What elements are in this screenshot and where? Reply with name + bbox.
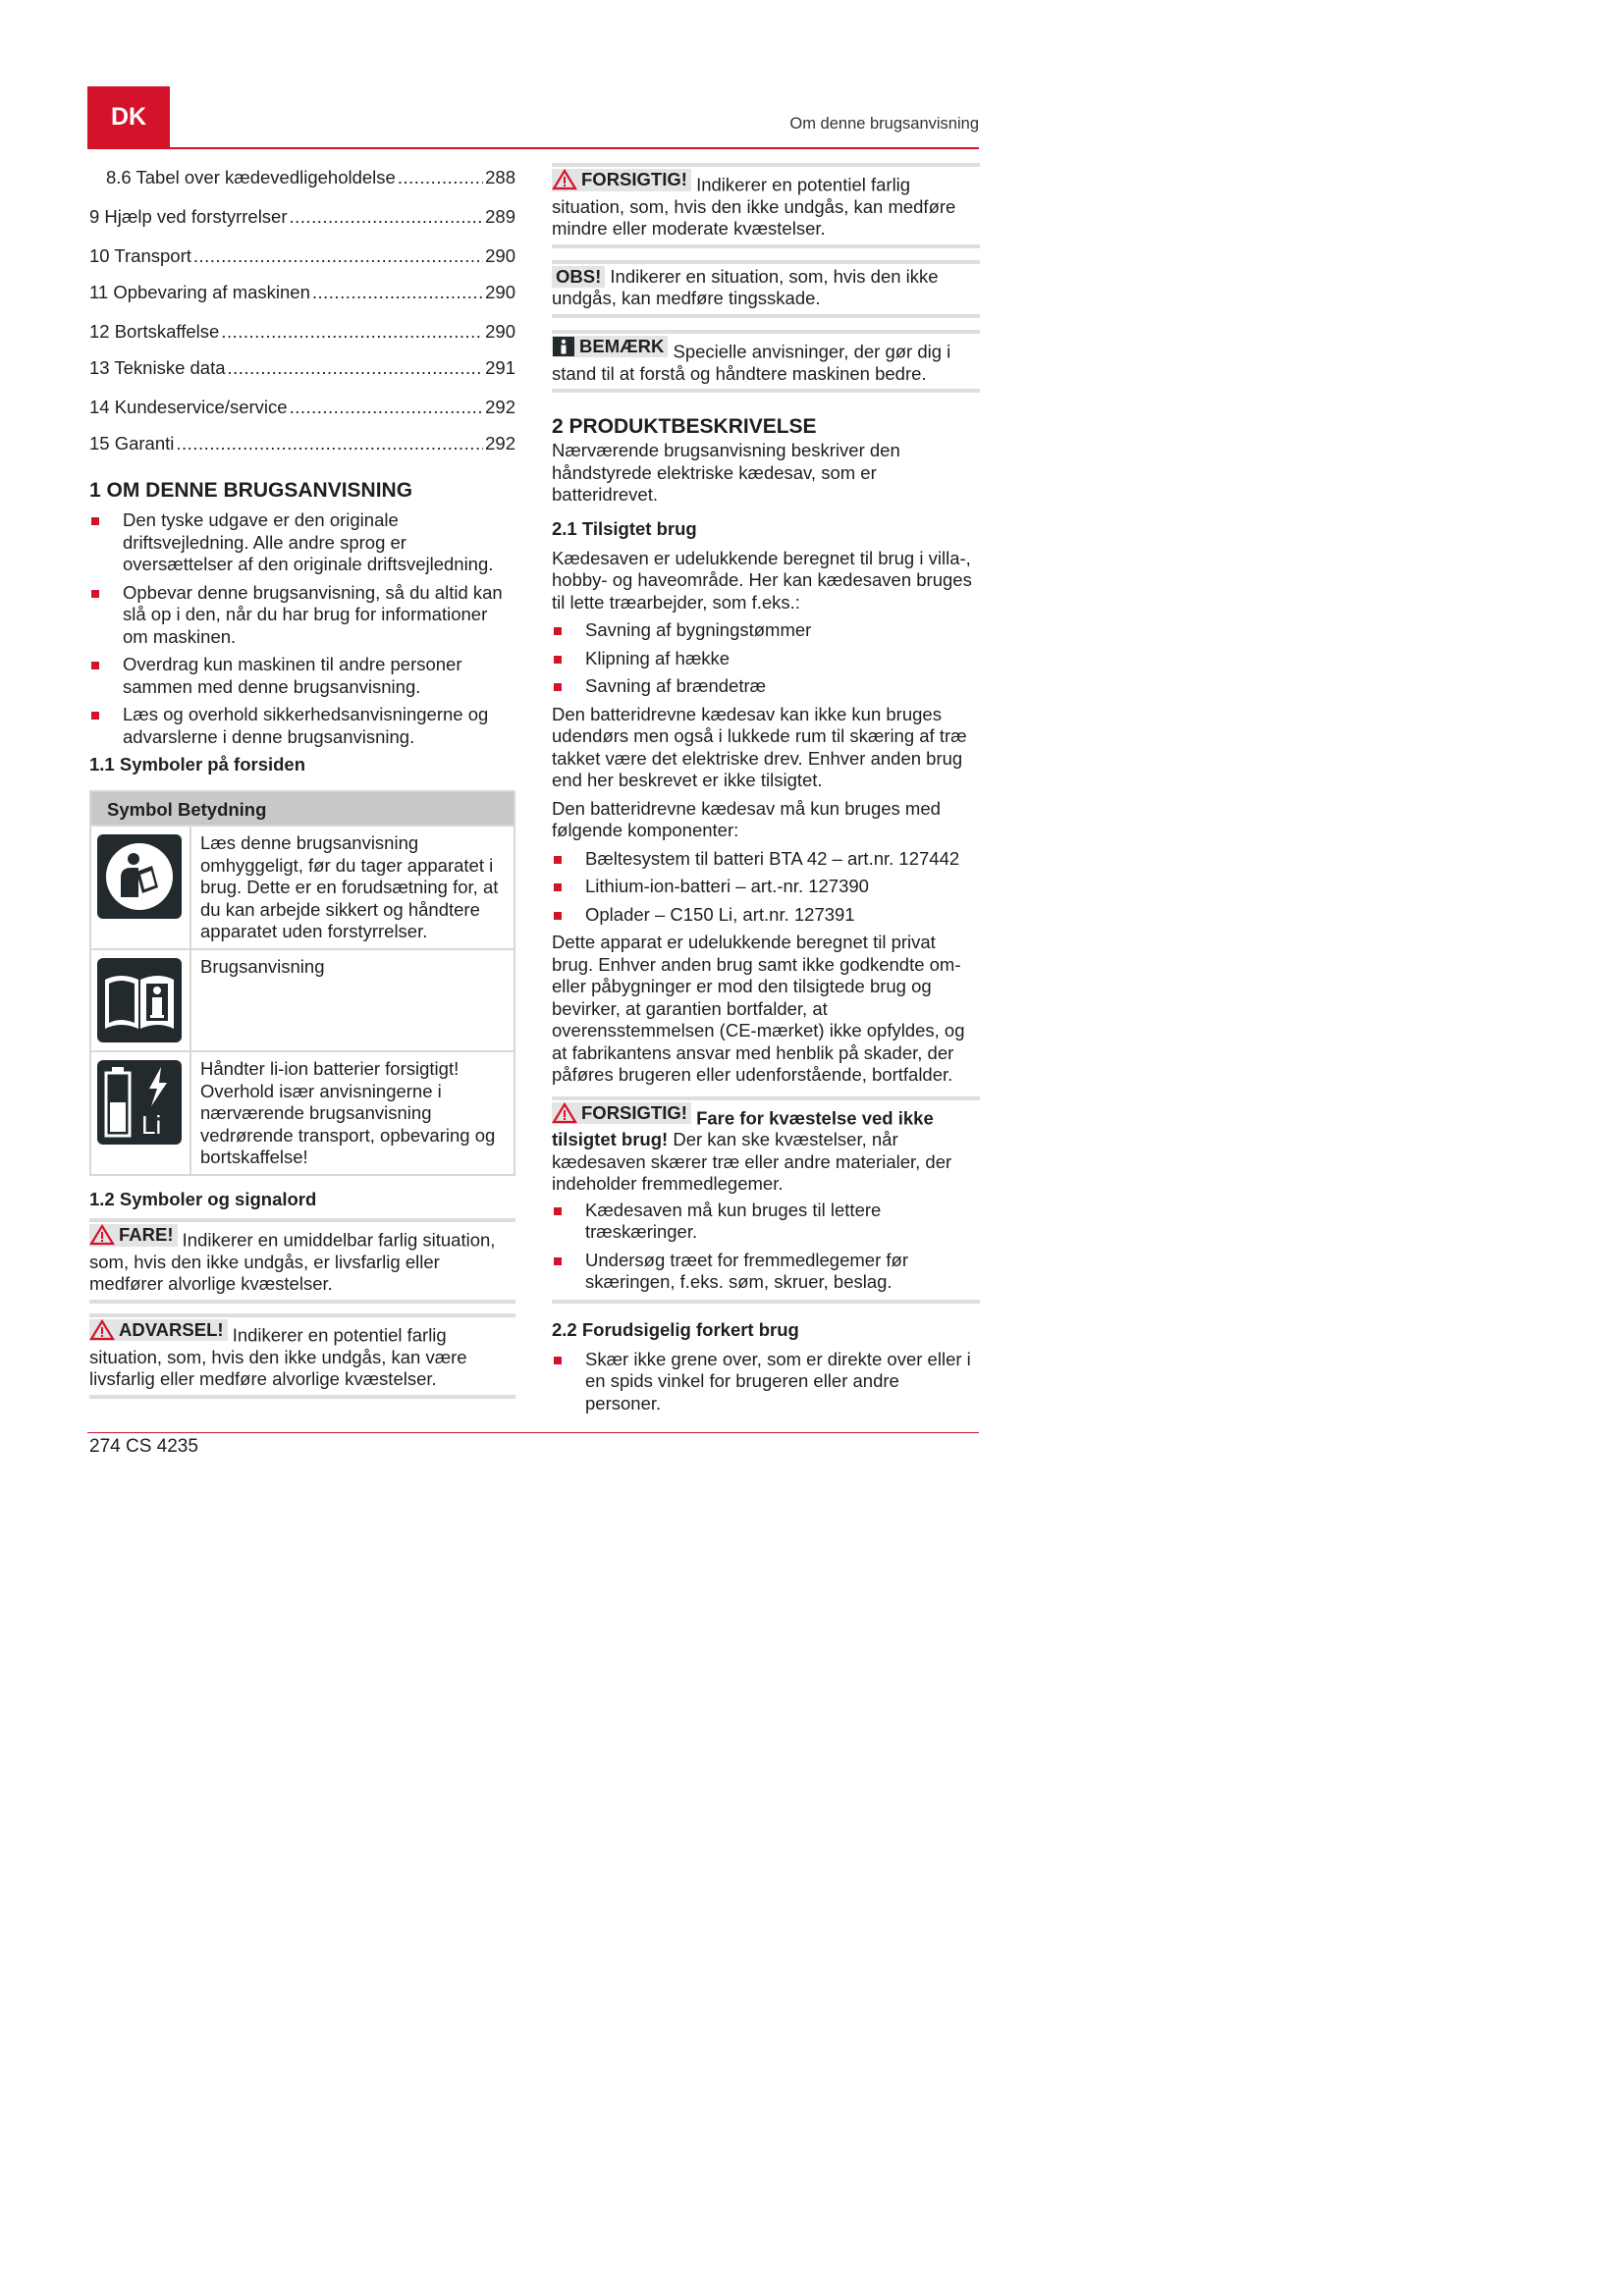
table-of-contents bbox=[89, 167, 515, 454]
paragraph: Dette apparat er udelukkende beregnet til privat brug. Enhver anden brug samt ikke godkendte om- eller påbygninger er mod den tilsigtede brug og bevirker, at garantien bortfalder, at overensstemmelsen (CE-mærket) ikke opfyldes, og at fabrikantens ansvar med henblik på skader, der påføres brugeren eller udenforstående, bortfalder. bbox=[552, 932, 965, 1085]
table-cell: Læs denne brugsanvisning omhyggeligt, før du tager apparatet i brug. Dette er en forudsætning for, at du kan arbejde sikkert og håndtere apparatet uden forstyrrelser. bbox=[190, 826, 514, 949]
caution-note-rules bbox=[552, 1196, 980, 1304]
toc-entry[interactable]: 10 Transport ..... 290 bbox=[89, 245, 515, 267]
caution-note: FORSIGTIG! Indikerer en potentiel farlig situation, som, hvis den ikke undgås, kan medføre mindre eller moderate kvæstelser. bbox=[552, 163, 980, 248]
running-head: Om denne brugsanvisning bbox=[789, 115, 979, 133]
manual-info-icon bbox=[97, 958, 182, 1042]
warning-triangle-icon bbox=[89, 1319, 115, 1341]
header-rule bbox=[87, 147, 979, 149]
page-number: 274 CS 4235 bbox=[89, 1436, 198, 1457]
section-1-bullets bbox=[89, 509, 515, 748]
left-column bbox=[89, 167, 515, 1399]
li-ion-battery-icon bbox=[97, 1060, 182, 1145]
list-item: Savning af bygningstømmer bbox=[552, 619, 980, 642]
language-tab: DK bbox=[87, 86, 170, 147]
table-header: Symbol Betydning bbox=[90, 791, 514, 826]
toc-entry[interactable]: 14 Kundeservice/service ..... 292 bbox=[89, 397, 515, 418]
right-column bbox=[552, 163, 980, 1420]
list-item: Oplader – C150 Li, art.nr. 127391 bbox=[552, 904, 980, 927]
warning-triangle-icon bbox=[552, 169, 577, 190]
toc-entry[interactable]: 15 Garanti ..... 292 bbox=[89, 433, 515, 454]
remark-note: BEMÆRK Specielle anvisninger, der gør dig i stand til at forstå og håndtere maskinen bedre. bbox=[552, 330, 980, 393]
table-cell: Brugsanvisning bbox=[190, 949, 514, 1051]
misuse-list bbox=[552, 1349, 980, 1415]
toc-entry[interactable]: 13 Tekniske data ..... 291 bbox=[89, 357, 515, 379]
list-item: Lithium-ion-batteri – art.-nr. 127390 bbox=[552, 876, 980, 898]
footer-rule bbox=[87, 1432, 979, 1433]
list-item: Den tyske udgave er den originale driftsvejledning. Alle andre sprog er oversættelser af den originale driftsvejledning. bbox=[89, 509, 515, 576]
section-2-heading: 2 PRODUKTBESKRIVELSE bbox=[552, 415, 817, 438]
warning-note: ADVARSEL! Indikerer en potentiel farlig situation, som, hvis den ikke undgås, kan være livsfarlig eller medføre alvorlige kvæstelser. bbox=[89, 1313, 515, 1399]
table-row bbox=[90, 1051, 514, 1175]
list-item: Opbevar denne brugsanvisning, så du altid kan slå op i den, når du har brug for informationer om maskinen. bbox=[89, 582, 515, 649]
table-row bbox=[90, 826, 514, 949]
section-2-2-heading: 2.2 Forudsigelig forkert brug bbox=[552, 1318, 799, 1340]
read-manual-icon bbox=[97, 834, 182, 919]
section-2-intro: Nærværende brugsanvisning beskriver den håndstyrede elektriske kædesav, som er batteridrevet. bbox=[552, 440, 900, 505]
symbol-table bbox=[89, 790, 515, 1176]
list-item: Læs og overhold sikkerhedsanvisningerne og advarslerne i denne brugsanvisning. bbox=[89, 704, 515, 748]
warning-triangle-icon bbox=[89, 1224, 115, 1246]
list-item: Klipning af hække bbox=[552, 648, 980, 670]
paragraph: Den batteridrevne kædesav kan ikke kun bruges udendørs men også i lukkede rum til skæring af træ takket være det elektriske drev. Enhver anden brug end her beskrevet er ikke tilsigtet. bbox=[552, 703, 967, 790]
table-cell: Håndter li-ion batterier forsigtigt! Overhold især anvisningerne i nærværende brugsanvisning vedrørende transport, opbevaring og bortskaffelse! bbox=[190, 1051, 514, 1175]
list-item: Undersøg træet for fremmedlegemer før skæringen, f.eks. søm, skruer, beslag. bbox=[552, 1250, 980, 1294]
list-item: Bæltesystem til batteri BTA 42 – art.nr. 127442 bbox=[552, 848, 980, 871]
paragraph: Den batteridrevne kædesav må kun bruges med følgende komponenter: bbox=[552, 797, 941, 840]
list-item: Overdrag kun maskinen til andre personer sammen med denne brugsanvisning. bbox=[89, 654, 515, 698]
toc-entry[interactable]: 9 Hjælp ved forstyrrelser ..... 289 bbox=[89, 206, 515, 228]
danger-note: FARE! Indikerer en umiddelbar farlig situation, som, hvis den ikke undgås, er livsfarlig eller medfører alvorlige kvæstelser. bbox=[89, 1218, 515, 1304]
svg-text:Li: Li bbox=[141, 1110, 162, 1140]
list-item: Savning af brændetræ bbox=[552, 675, 980, 698]
section-2-1-heading: 2.1 Tilsigtet brug bbox=[552, 517, 697, 539]
notice-note: OBS! Indikerer en situation, som, hvis den ikke undgås, kan medføre tingsskade. bbox=[552, 260, 980, 318]
section-1-heading: 1 OM DENNE BRUGSANVISNING bbox=[89, 479, 413, 502]
section-1-2-heading: 1.2 Symboler og signalord bbox=[89, 1189, 317, 1209]
toc-entry[interactable]: 8.6 Tabel over kædevedligeholdelse ..... 288 bbox=[89, 167, 515, 188]
list-item: Skær ikke grene over, som er direkte over eller i en spids vinkel for brugeren eller andre personer. bbox=[552, 1349, 980, 1415]
list-item: Kædesaven må kun bruges til lettere træskæringer. bbox=[552, 1200, 980, 1244]
toc-entry[interactable]: 12 Bortskaffelse ..... 290 bbox=[89, 321, 515, 343]
paragraph: Kædesaven er udelukkende beregnet til brug i villa-, hobby- og haveområde. Her kan kædesaven bruges til lette træarbejder, som f.eks.: bbox=[552, 547, 972, 613]
warning-triangle-icon bbox=[552, 1102, 577, 1124]
caution-note: FORSIGTIG! Fare for kvæstelse ved ikke tilsigtet brug! Der kan ske kvæstelser, når kædesaven skærer træ eller andre materialer, der indeholder fremmedlegemer. bbox=[552, 1096, 980, 1196]
info-icon bbox=[552, 336, 575, 357]
section-1-1-heading: 1.1 Symboler på forsiden bbox=[89, 754, 306, 774]
toc-entry[interactable]: 11 Opbevaring af maskinen ..... 290 bbox=[89, 282, 515, 303]
components-list bbox=[552, 848, 980, 927]
uses-list bbox=[552, 619, 980, 698]
table-row bbox=[90, 949, 514, 1051]
